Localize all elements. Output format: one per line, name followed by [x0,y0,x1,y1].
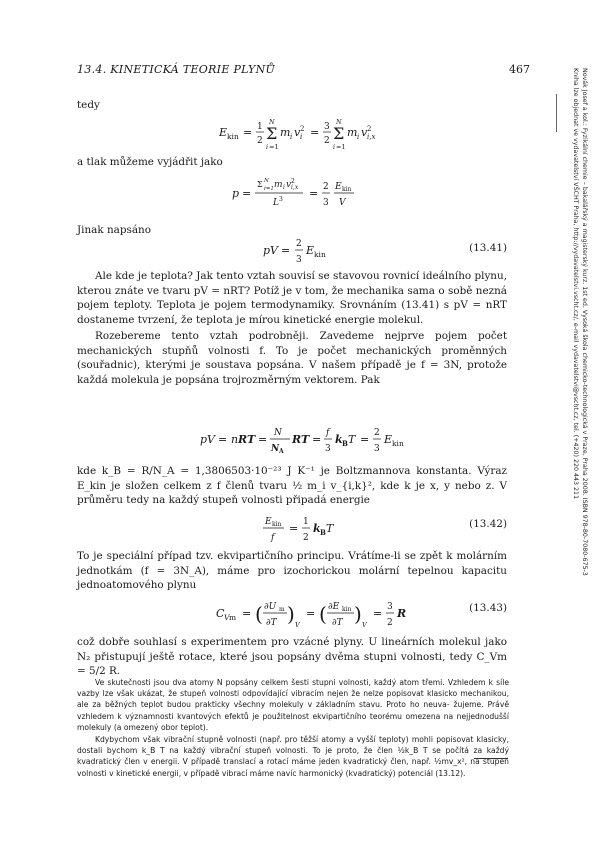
svg-text:v: v [286,180,292,190]
svg-text:2: 2 [324,136,330,146]
equation-kinetic-energy [77,111,507,160]
svg-text:=: = [309,187,319,200]
svg-text:E: E [265,517,272,527]
paragraph-teplota: Ale kde je teplota? Jak tento vztah souvisí se stavovou rovnicí ideálního plynu, kterou znáte ve tvaru pV = nRT? Potíž je v tom, že mechanika sama o sobě nezná pojem teploty. Teplota je pojem termodynamiky. Srovnáním (13.41) s pV = nRT dostaneme tvrzení, že teplota je mírou kinetické energie molekul. [77,270,507,326]
svg-text:R: R [397,607,407,620]
svg-text:=: = [242,187,252,200]
svg-text:B: B [320,528,326,537]
svg-text:C: C [216,607,225,620]
equation-equipartition [77,510,507,547]
svg-text:i: i [333,143,336,151]
svg-text:=: = [306,607,316,620]
equation-number-13-41: (13.41) [469,242,507,254]
footnote-end-rule [474,758,508,759]
svg-text:3: 3 [374,444,380,454]
svg-text:2: 2 [300,125,305,133]
svg-text:=1: =1 [336,143,346,151]
svg-text:f: f [326,428,330,438]
svg-text:N: N [336,118,342,126]
svg-text:kin: kin [392,439,404,448]
paragraph-ekviparticni: To je speciální případ tzv. ekvipartičního principu. Vrátíme-li se zpět k molárním jednotkám (f = 3N_A), máme pro izochorickou molární tepelnou kapacitu jednoatomového plynu [77,550,507,592]
svg-text:E: E [219,126,228,139]
svg-text:Σ: Σ [257,180,263,189]
equation-state [77,421,507,460]
equation-heat-capacity [77,594,507,635]
svg-text:kin: kin [314,250,326,259]
svg-text:f: f [271,533,275,543]
svg-text:B: B [342,439,348,448]
svg-text:(: ( [255,602,263,626]
svg-text:E: E [384,433,393,446]
svg-text:2: 2 [303,533,309,543]
svg-text:v: v [361,126,368,139]
svg-text:i,x: i,x [367,133,376,141]
svg-text:3: 3 [323,198,329,208]
svg-text:3: 3 [387,602,393,612]
svg-text:kin: kin [272,521,282,528]
svg-text:∂U: ∂U [264,602,277,612]
svg-text:m: m [274,180,283,190]
svg-text:3: 3 [324,122,330,132]
equation-pV [77,234,507,269]
svg-text:RT: RT [292,433,310,446]
svg-text:V: V [295,621,300,629]
svg-text:): ) [287,602,295,626]
svg-text:2: 2 [387,618,393,628]
svg-text:i: i [300,133,303,141]
svg-text:3: 3 [296,255,302,265]
svg-text:=: = [243,126,253,139]
equation-kinetic-energy-render [77,111,507,157]
svg-text:m: m [229,613,237,622]
svg-text:): ) [354,602,362,626]
svg-text:kin: kin [342,606,352,613]
footnote-2: Kdybychom však vibrační stupně volnosti (např. pro těžší atomy a vyšší teploty) mohli popisovat klasicky, dostali bychom k_B T na každý vibrační stupeň volnosti. To je proto, že člen ½k_B T se počítá za každý kvadratický člen v energii. V případě translací a rotací máme jeden kvadratický člen, např. ½mv_x², na stupeň volnosti v kinetické energii, v případě vibrací máme navíc harmonický (kvadratický) potenciál (13.12). [77,735,509,778]
svg-text:∂E: ∂E [328,602,340,612]
svg-text:N: N [271,444,280,454]
svg-text:=: = [310,126,320,139]
svg-text:pV: pV [263,244,278,257]
svg-text:T: T [326,522,334,535]
svg-text:m: m [280,126,291,139]
svg-text:pV: pV [200,433,215,446]
svg-text:V: V [224,613,230,622]
svg-text:∂T: ∂T [332,618,343,628]
svg-text:L: L [273,198,279,208]
svg-text:i: i [357,133,360,141]
svg-text:V: V [339,198,346,208]
svg-text:A: A [279,448,284,455]
equation-pressure [77,170,507,217]
svg-text:RT: RT [238,433,256,446]
svg-text:kin: kin [342,186,352,193]
svg-text:N: N [264,178,269,184]
equation-pressure-render [77,170,507,214]
paragraph-jinak: Jinak napsáno [77,224,151,236]
svg-text:N: N [269,118,275,126]
svg-text:m: m [279,606,285,613]
sidebar-divider [556,94,557,132]
svg-text:V: V [362,621,367,629]
svg-text:2: 2 [296,239,302,249]
svg-text:=: = [373,607,383,620]
svg-text:k: k [335,433,343,446]
svg-text:k: k [313,522,321,535]
equation-equipartition-render [77,510,507,544]
svg-text:N: N [274,428,282,438]
svg-text:=: = [289,522,299,535]
svg-text:=: = [281,244,291,257]
svg-text:v: v [294,126,301,139]
svg-text:m: m [347,126,358,139]
paragraph-tedy: tedy [77,99,100,111]
svg-text:Σ: Σ [266,124,278,143]
copyright-sidebar [563,68,593,628]
paragraph-tlak: a tlak můžeme vyjádřit jako [77,156,223,168]
svg-text:=: = [312,433,322,446]
svg-text:i: i [283,184,285,191]
sidebar-line-order: Kniha lze objednat ve vydavatelství VŠCHT Praha, http://vydavatelstvi.vscht.cz/, e-mail vydavatelstvi@vscht.cz, tel. (+420) 220 443 211 [572,68,579,500]
svg-text:E: E [306,244,315,257]
paragraph-rozebereme: Rozebereme tento vztah podrobněji. Zavedeme nejprve pojem počet mechanických stupňů volnosti f. To je počet mechanických proměnných (souřadnic), kterými je soustava popsána. V našem případě je f = 3N, protože každá molekula je popsána trojrozměrným vektorem. Pak [77,330,507,386]
svg-text:=: = [218,433,228,446]
svg-text:T: T [348,433,356,446]
svg-text:2: 2 [374,428,380,438]
equation-heat-capacity-render [77,594,507,632]
svg-text:i=1: i=1 [264,186,274,192]
svg-text:n: n [231,433,239,446]
svg-text:2: 2 [323,182,329,192]
svg-text:p: p [232,187,240,200]
svg-text:1: 1 [257,122,263,132]
svg-text:2: 2 [291,178,295,185]
svg-text:1: 1 [303,517,309,527]
equation-number-13-43: (13.43) [469,602,507,614]
running-header-title: 13.4. KINETICKÁ TEORIE PLYNŮ [77,63,276,76]
svg-text:i: i [266,143,269,151]
equation-pV-render [77,234,507,266]
page-number: 467 [509,63,530,76]
svg-text:i: i [290,133,293,141]
svg-text:∂T: ∂T [266,618,277,628]
equation-state-render [77,421,507,457]
svg-text:i,x: i,x [291,184,299,191]
svg-text:(: ( [319,602,327,626]
svg-text:kin: kin [227,132,239,141]
svg-text:3: 3 [325,444,331,454]
svg-text:=1: =1 [269,143,279,151]
svg-text:=: = [242,607,252,620]
svg-text:3: 3 [279,196,283,203]
svg-text:Σ: Σ [333,124,345,143]
svg-text:=: = [360,433,370,446]
equation-number-13-42: (13.42) [469,518,507,530]
footnote-1: Ve skutečnosti jsou dva atomy N popsány celkem šesti stupni volnosti, každý atom třemi. Vzhledem k síle vazby lze však ukázat, že stupeň volnosti odpovídající vibracím nejen že nelze popisovat klasicko mechanikou, ale za běžných teplot budou prakticky všechny molekuly v základním stavu. Proto ho neuva- žujeme. Právě vzhledem k významnosti kvantových efektů je použitelnost ekvipartičního teorému omezena na nejjednodušší molekuly (a omezený obor teplot). [77,678,509,732]
paragraph-boltzmann: kde k_B = R/N_A = 1,3806503·10⁻²³ J K⁻¹ je Boltzmannova konstanta. Výraz E_kin je složen celkem z f členů tvaru ½ m_i v_{i,k}², kde k je x, y nebo z. V průměru tedy na každý stupeň volnosti připadá energie [77,465,507,507]
paragraph-souhlasi: což dobře souhlasí s experimentem pro vzácné plyny. U lineárních molekul jako N₂ přistupují ještě rotace, které jsou popsány dvěma stupni volnosti, tedy C_Vm = 5/2 R. [77,636,507,678]
svg-text:=: = [258,433,268,446]
svg-text:2: 2 [367,125,372,133]
sidebar-line-citation: Novák Josef a kol.: Fyzikální chemie – bakalářský a magisterský kurz. 1st ed. Vysoká škola chemicko-technologická v Praze, Praha 2008. ISBN 978-80-7080-675-3 [581,68,588,576]
svg-text:2: 2 [257,136,263,146]
svg-text:E: E [335,182,342,192]
